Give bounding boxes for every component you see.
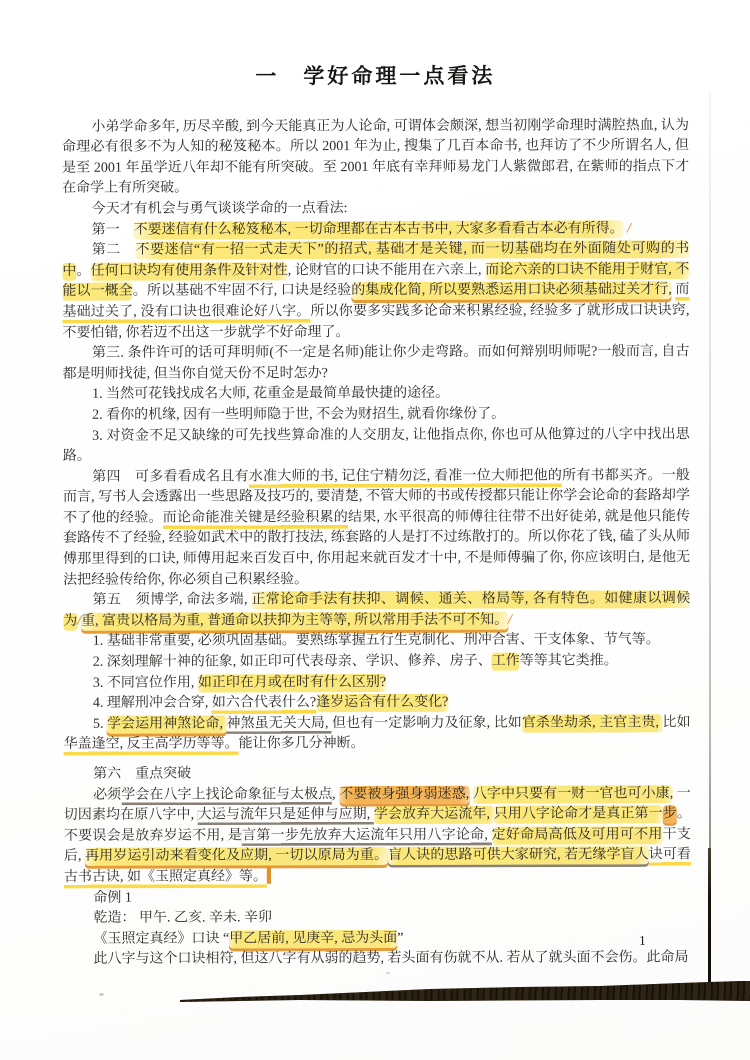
paragraph [63, 672, 690, 694]
text-run: 此八字与这个口诀相符, 但这八字有从弱的趋势, 若头面有伤就不从. 若从了就头面不会伤。此命局 [93, 950, 689, 968]
text-run: 干支后, [63, 826, 691, 865]
paragraph [64, 907, 691, 929]
paragraph [64, 763, 691, 785]
text-run: 第三. 条件许可的话可拜明师(不一定是名师)能让你少走弯路。而如何辩别明师呢?一般而言, 自古都是明师找徒, 但当你自觉天份不足时怎办? [62, 344, 690, 382]
paragraph [64, 784, 691, 889]
paragraph [63, 631, 690, 653]
highlighted-text: 八字中只要有一财一官也可小康, [472, 785, 674, 802]
highlighted-text: 不要迷信“有一招一式走天下”的招式, 基础才是关键, 而一切基础均在外面随处可购的书中 [62, 241, 690, 279]
paragraph [62, 198, 689, 220]
paragraph [64, 887, 691, 909]
text-run: 2. 深刻理解十神的征象, 如正印可代表母亲、学识、修养、房子、 [92, 653, 492, 670]
highlighted-text: 的集成化简, 所以要熟悉运用口诀必须基础过关才行, [351, 282, 672, 299]
text-run: 第六 重点突破 [93, 766, 192, 782]
highlighted-text: 如正印在月或在时有什么区别? [197, 674, 387, 691]
highlighted-text: 重, 富贵以格局为重, 普通命以扶抑为主等等, 所以常用手法不可不知。 [81, 612, 509, 629]
highlighted-text: 而论六亲的口诀不能用于财官, 不能以一概全 [62, 261, 690, 300]
text-run: 等等其它类推。 [519, 653, 618, 669]
underlined-text: 如六合代表什么? [211, 695, 317, 711]
paragraph [63, 651, 690, 673]
underlined-text: 而基础过关了, 没有口诀也很难论好八字。 [62, 282, 690, 320]
paragraph [62, 239, 689, 344]
paragraph [62, 219, 689, 241]
underlined-text: 华盖逢空, 反主高学历等等。 [63, 736, 239, 753]
highlighted-text: 甲乙居前, 见庚辛, 忌为头面 [229, 930, 398, 947]
document-body [62, 116, 691, 971]
page-title: 一 学好命理一点看法 [255, 63, 496, 89]
underlined-text: 神煞虽无关大局, [226, 715, 333, 732]
text-run: ” [397, 930, 404, 946]
paragraph [63, 404, 690, 426]
paragraph [63, 425, 690, 468]
underlined-text: 而论命能准关键是经验积累的 [162, 509, 349, 526]
text-run: 第一 [91, 222, 134, 238]
pen-mark: ▍ [266, 869, 276, 885]
highlighted-text: 再用岁运引动来看变化及应期, 一切以原局为重。 [85, 848, 389, 865]
text-run: 必须 [93, 787, 122, 803]
page-edge-line [709, 92, 711, 852]
page-number: 1 [639, 933, 646, 948]
text-run: 乾造： 甲午. 乙亥. 辛未. 辛卯 [93, 910, 272, 926]
pen-mark: / [77, 613, 82, 629]
highlighted-text: 不要迷信有什么秘笈秘本, 一切命理都在古本古书中, 大家多看看古本必有所得。 [133, 220, 624, 238]
highlighted-text: 步 [662, 806, 677, 822]
text-run: 一切因素均在原八字中, [63, 785, 691, 824]
text-run: 比如 [662, 714, 691, 731]
document-content [62, 65, 691, 971]
text-run: 小弟学命多年, 历尽辛酸, 到今天能真正为人论命, 可谓体会颇深, 想当初刚学命理时满腔热血, 认为命理必有很多不为人知的秘笈秘本。所以 2001 年为止, 搜集了几百本命书, 也拜访了不少所谓名人, 但是至 2001 年虽学近八年却不能有所突破。至 2001 年底有幸拜师易龙门人紫微郎君, 在紫师的指点下才在命学上有所突破。 [62, 117, 690, 197]
paragraph [64, 713, 691, 756]
text-run: 。所以基础不牢固不行, 口诀是经验 [132, 283, 352, 299]
highlighted-text: 定好命局高低及可用可不用 [491, 827, 663, 843]
text-run: 今天才有机会与勇气谈谈学命的一点看法: [91, 201, 348, 217]
text-run: 1. 基础非常重要, 必须巩固基础。要熟练掌握五行生克制化、刑冲合害、干支体象、节气等。 [92, 632, 660, 650]
underlined-text: 学会在八字上找论命象征与太极点 [121, 786, 333, 803]
pen-mark: / [623, 220, 632, 236]
underlined-text: 大运与流年只是延伸与应期, [197, 807, 374, 823]
text-run: , 论财官的口诀不能用在六亲上, [287, 262, 486, 278]
text-run: 所有书都买齐。一般而言, 写书人会透露出一些思路及技巧的, 要清楚, 不管大师的书或传授都只能让你学会论命的套路却学不了他的经验。 [62, 467, 690, 526]
scan-speck [386, 972, 390, 974]
text-run: 第二 [91, 242, 136, 258]
text-run: 所以你要多实践多论命来积累经验, 经验多了就形成口诀诀窍, 不要怕错, 你若迈不出这一步就学不好命理了。 [62, 303, 690, 341]
text-run: 但也有一定影响力及征象, 比如 [332, 715, 522, 731]
highlighted-text: 工作 [491, 653, 520, 669]
text-run: 5. [92, 716, 108, 732]
paragraph [63, 589, 690, 632]
text-run: 《玉照定真经》口诀 “ [93, 931, 230, 947]
text-run: , [332, 786, 340, 802]
underlined-text: 水准大师的书, 记住宁精勿泛, 看准一位大师把他的 [248, 468, 563, 485]
text-run: 。不要误会是放弃岁运不用, 是 [63, 806, 691, 844]
paragraph [63, 692, 690, 714]
highlighted-text: 任何口诀均有使用条件及针对性 [90, 262, 288, 279]
text-run: 。 [76, 263, 91, 279]
highlighted-text: 盲人诀的思路可供大家研究, 若无缘学盲人 [388, 847, 649, 864]
paragraph [63, 466, 690, 591]
highlighted-text: 官杀坐劫杀, 主官主贵, [521, 715, 663, 731]
text-run: 第五 须博学, 命法多端, [92, 592, 252, 608]
scan-speck [99, 993, 104, 996]
highlighted-text: 不要被身强身弱迷惑, [339, 786, 470, 802]
text-run: 3. 对资金不足又缺缘的可先找些算命准的人交朋友, 让他指点你, 你也可从他算过的八字中找出思路。 [62, 426, 690, 464]
highlighted-text: 学会运用神煞论命, [106, 716, 227, 732]
text-run: 1. 当然可花钱找成名大师, 花重金是最简单最快捷的途径。 [92, 386, 450, 403]
text-run: 2. 看你的机缘, 因有一些明师隐于世, 不会为财招生, 就看你缘份了。 [92, 406, 506, 423]
paragraph [64, 949, 691, 971]
text-run: 3. 不同宫位作用, [92, 675, 198, 691]
paragraph [62, 116, 689, 200]
highlighted-text: 学会放弃大运流年, [373, 806, 494, 823]
highlighted-text: 逢岁运合有什么变化? [316, 695, 449, 711]
page-edge-line-dark [708, 848, 711, 998]
paragraph [64, 928, 691, 950]
text-run: 能让你多几分神断。 [238, 736, 365, 752]
underlined-text: 诀可看古书古诀, 如《玉照定真经》等。 [63, 847, 691, 885]
paragraph [63, 342, 690, 385]
text-run: 命例 1 [93, 890, 132, 906]
underlined-text: 言第一步先放弃大运流年只用八字论命, [242, 827, 492, 844]
text-run: 第四 可多看看成名且有 [92, 469, 249, 485]
text-run: 结果, 水平很高的师傅往往带不出好徒弟, 就是他只能传套路传不了经验, 经验如武术中的散打技法, 练套路的人是打不过练散打的。所以你花了钱, 磕了头从师傅那里得到的口诀, 师傅用起来百发百中, 你用起来就百发才十中, 不是师傅骗了你, 你应该明白, 是他无法把经验传给你, 你必须自己积累经验。 [63, 509, 691, 588]
pen-mark: / [508, 612, 513, 628]
highlighted-text: 只用八字论命才是真正第一 [493, 806, 663, 822]
scan-shadow-band [180, 978, 750, 1008]
text-run: 4. 理解刑冲会合穿, [92, 695, 212, 711]
paragraph [63, 383, 690, 405]
highlighted-text: 正常论命手法有扶抑、调候、通关、格局等, 各有特色。如健康以调候为 [63, 591, 691, 629]
